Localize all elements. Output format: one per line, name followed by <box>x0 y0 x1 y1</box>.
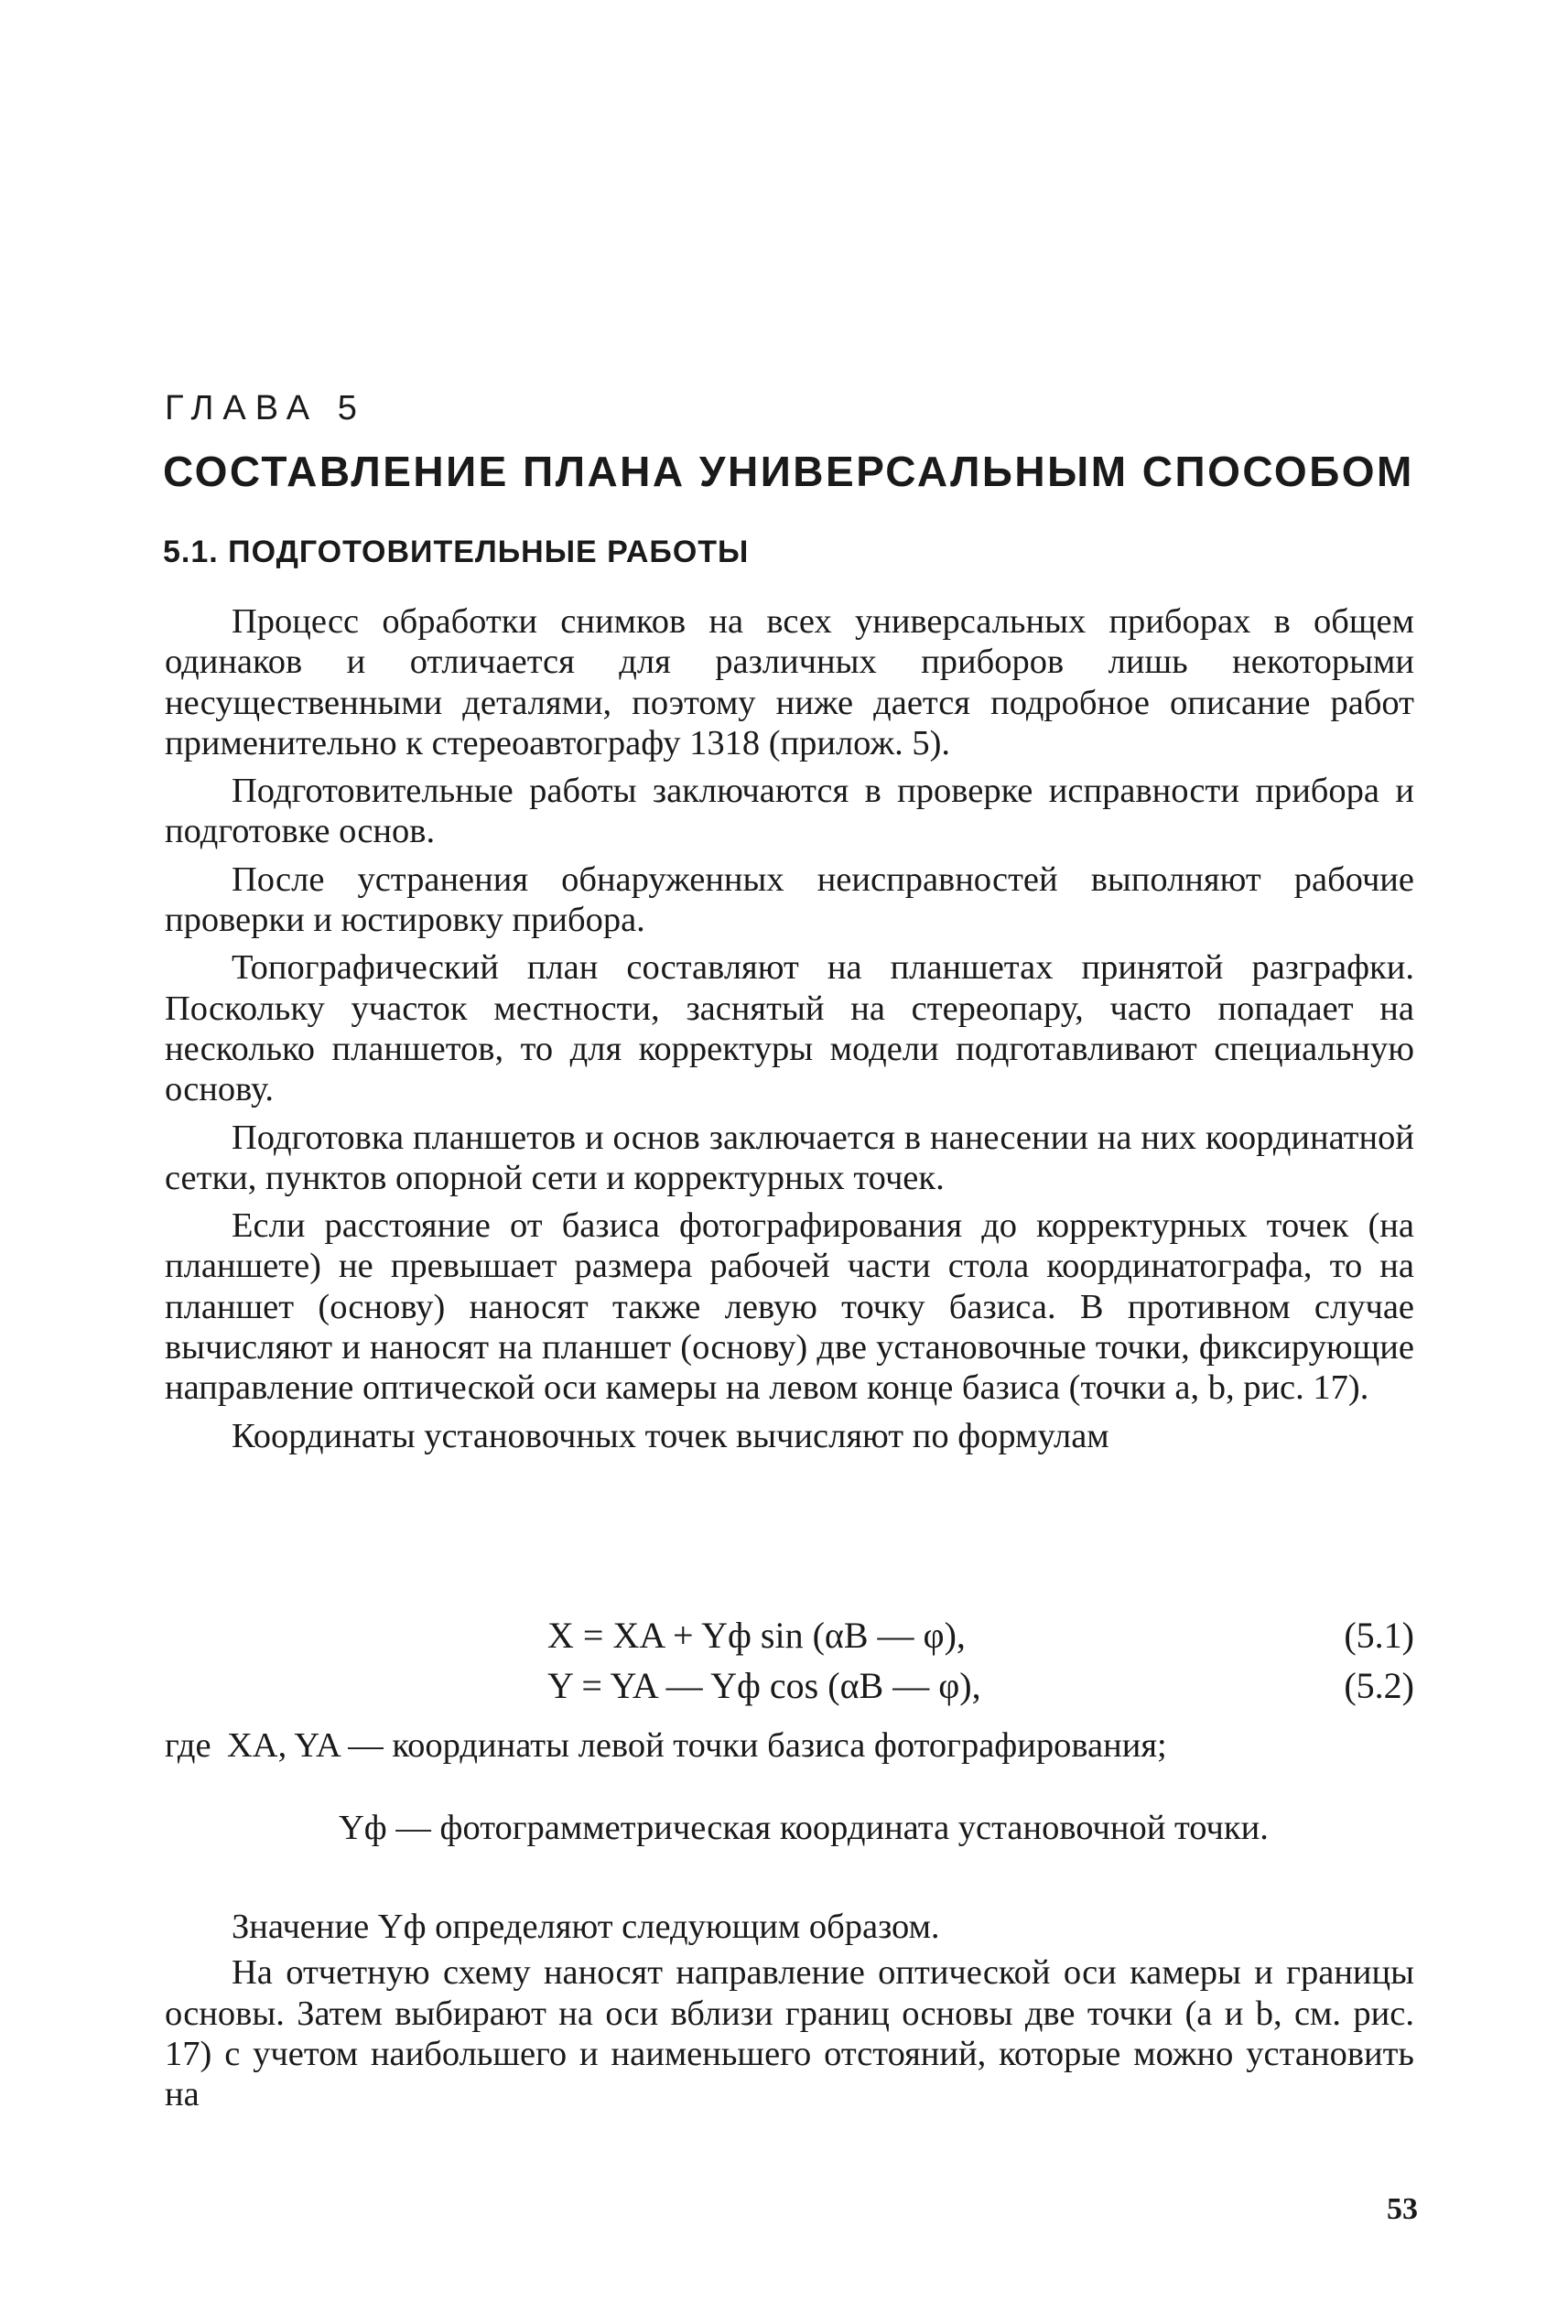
paragraph: Процесс обработки снимков на всех универсальных приборах в общем одинаков и отличается для различных приборов лишь некоторыми несущественными деталями, поэтому ниже дается подробное описание работ применительно к стереоавтографу 1318 (прилож. 5). <box>165 602 1414 762</box>
chapter-title: СОСТАВЛЕНИЕ ПЛАНА УНИВЕРСАЛЬНЫМ СПОСОБОМ <box>163 448 1414 495</box>
formula-number: (5.1) <box>1344 1615 1414 1656</box>
formula-5-2 <box>165 1663 1414 1709</box>
formula-5-1 <box>165 1613 1414 1659</box>
formula-expression: Y = YA — Yф cos (αB — φ), <box>547 1665 981 1706</box>
legend-where: где <box>165 1726 211 1765</box>
formula-number: (5.2) <box>1344 1665 1414 1706</box>
legend-symbol: XA, YA <box>227 1726 340 1765</box>
paragraph: Подготовительные работы заключаются в проверке исправности прибора и подготовке основ. <box>165 772 1414 851</box>
paragraph: После устранения обнаруженных неисправностей выполняют рабочие проверки и юстировку прибора. <box>165 859 1414 940</box>
chapter-label: ГЛАВА 5 <box>165 389 366 427</box>
legend-item <box>339 1808 1414 1848</box>
legend-item <box>227 1725 1414 1766</box>
paragraph: Топографический план составляют на планшетах принятой разграфки. Поскольку участок местности, заснятый на стереопару, часто попадает на несколько планшетов, то для корректуры модели подготавливают специальную основу. <box>165 948 1414 1109</box>
body-text <box>165 601 1414 1456</box>
page-number: 53 <box>1387 2192 1418 2226</box>
legend-text: — фотограмметрическая координата установочной точки. <box>395 1809 1269 1847</box>
legend-symbol: Yф <box>339 1809 387 1847</box>
legend-text: — координаты левой точки базиса фотографирования; <box>348 1726 1167 1765</box>
paragraph: Значение Yф определяют следующим образом. <box>232 1908 940 1946</box>
formula-expression: X = XA + Yф sin (αB — φ), <box>547 1615 966 1656</box>
continuation-text <box>165 1907 1414 2114</box>
section-heading: 5.1. ПОДГОТОВИТЕЛЬНЫЕ РАБОТЫ <box>163 535 750 569</box>
paragraph: Подготовка планшетов и основ заключается в нанесении на них координатной сетки, пунктов опорной сети и корректурных точек. <box>165 1118 1414 1197</box>
paragraph: Координаты установочных точек вычисляют по формулам <box>232 1416 1109 1455</box>
paragraph: Если расстояние от базиса фотографирования до корректурных точек (на планшете) не превышает размера рабочей части стола координатографа, то на планшет (основу) наносят также левую точку базиса. В противном случае вычисляют и наносят на планшет (основу) две установочные точки, фиксирующие направление оптической оси камеры на левом конце базиса (точки a, b, рис. 17). <box>165 1206 1414 1408</box>
paragraph: На отчетную схему наносят направление оптической оси камеры и границы основы. Затем выбирают на оси вблизи границ основы две точки (a и b, см. рис. 17) с учетом наибольшего и наименьшего отстояний, которые можно установить на <box>165 1953 1414 2114</box>
